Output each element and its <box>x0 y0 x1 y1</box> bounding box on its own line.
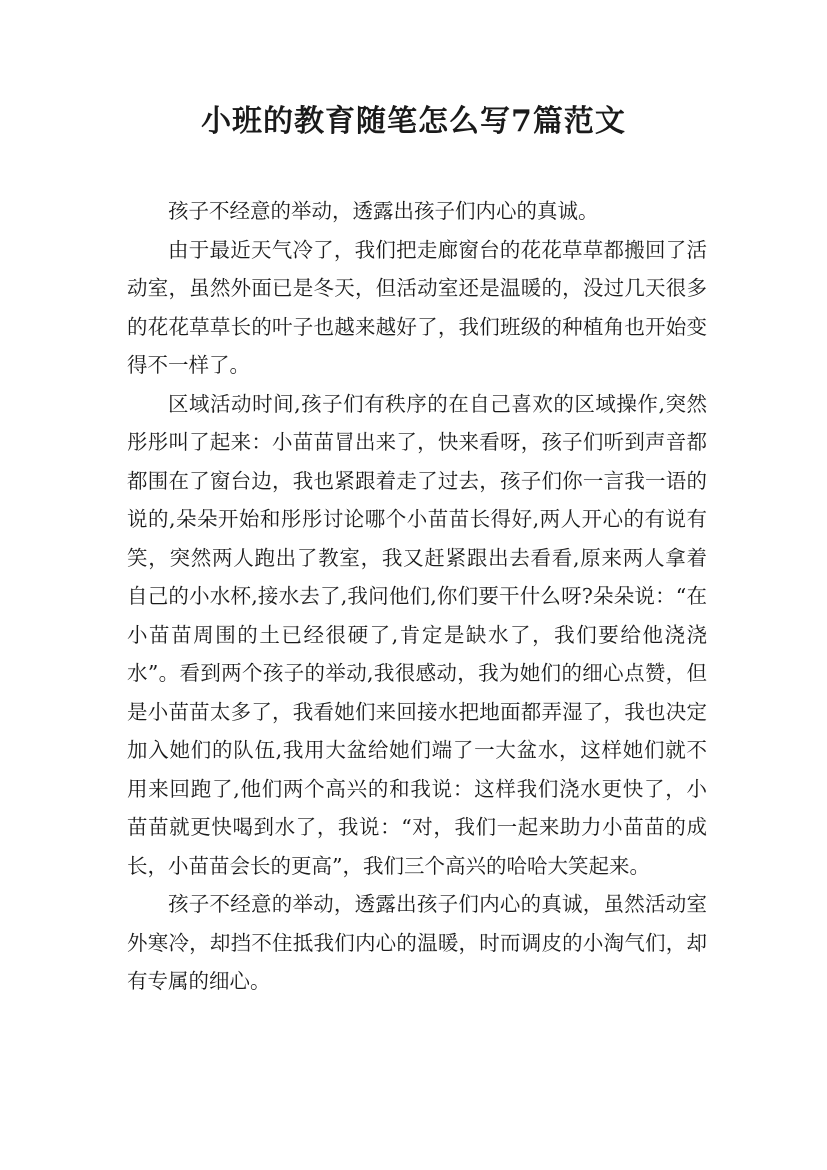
paragraph-4: 孩子不经意的举动，透露出孩子们内心的真诚，虽然活动室外寒冷，却挡不住抵我们内心的温暖，时而调皮的小淘气们，却有专属的细心。 <box>127 892 707 993</box>
paragraph-1: 孩子不经意的举动，透露出孩子们内心的真诚。 <box>168 199 599 223</box>
paragraph-2: 由于最近天气冷了，我们把走廊窗台的花花草草都搬回了活动室，虽然外面已是冬天，但活动室还是温暖的，没过几天很多的花花草草长的叶子也越来越好了，我们班级的种植角也开始变得不一样了。 <box>127 237 707 377</box>
article-body <box>127 192 707 1001</box>
paragraph-3: 区域活动时间,孩子们有秩序的在自己喜欢的区域操作,突然彤彤叫了起来：小苗苗冒出来了，快来看呀，孩子们听到声音都都围在了窗台边，我也紧跟着走了过去，孩子们你一言我一语的说的,朵朵开始和彤彤讨论哪个小苗苗长得好,两人开心的有说有笑，突然两人跑出了教室，我又赶紧跟出去看看,原来两人拿着自己的小水杯,接水去了,我问他们,你们要干什么呀?朵朵说：“在小苗苗周围的土已经很硬了,肯定是缺水了，我们要给他浇浇水”。看到两个孩子的举动,我很感动，我为她们的细心点赞，但是小苗苗太多了，我看她们来回接水把地面都弄湿了，我也决定加入她们的队伍,我用大盆给她们端了一大盆水，这样她们就不用来回跑了,他们两个高兴的和我说：这样我们浇水更快了，小苗苗就更快喝到水了，我说：“对，我们一起来助力小苗苗的成长，小苗苗会长的更高”，我们三个高兴的哈哈大笑起来。 <box>127 391 707 878</box>
page-title: 小班的教育随笔怎么写7篇范文 <box>201 104 626 139</box>
